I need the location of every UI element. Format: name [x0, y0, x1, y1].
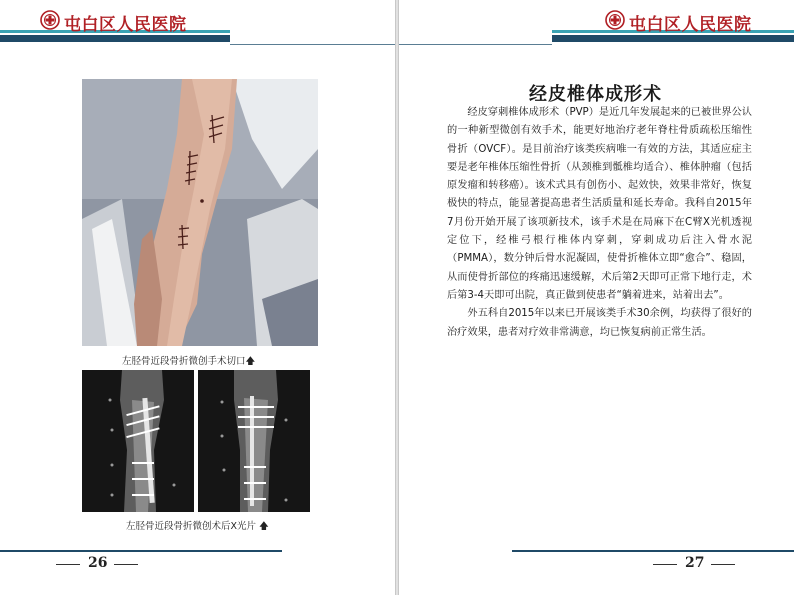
hospital-name: 屯白区人民医院 — [629, 15, 752, 35]
right-page — [397, 0, 794, 595]
book-spine — [395, 0, 399, 595]
footer-rule — [0, 550, 282, 552]
photo-caption-text: 左胫骨近段骨折微创手术切口 — [122, 356, 246, 367]
xray-caption — [126, 518, 269, 535]
arrow-up-icon: 🡅 — [245, 356, 256, 367]
header-rule — [397, 44, 552, 45]
header-band — [552, 35, 794, 42]
hospital-logo-icon — [605, 10, 625, 30]
xray-image-front — [82, 370, 194, 512]
surgical-incision-photo — [82, 79, 318, 346]
article-paragraph: 经皮穿刺椎体成形术（PVP）是近几年发展起来的已被世界公认的一种新型微创有效手术，能更好地治疗老年脊柱骨质疏松压缩性骨折（OVCF）。是目前治疗该类疾病唯一有效的方法，其适应症主要是老年椎体压缩性骨折（从颈椎到骶椎均适合）、椎体肿瘤（包括原发瘤和转移癌）。该术式具有创伤小、起效快，效果非常好，恢复极快的特点，能显著提高患者生活质量和延长寿命。我科自2015年7月份开始开展了该项新技术，该手术是在局麻下在C臂X光机透视定位下，经椎弓根行椎体内穿刺，穿刺成功后注入骨水泥（PMMA），数分钟后骨水泥凝固，使骨折椎体立即“愈合”、稳固，从而使骨折部位的疼痛迅速缓解，术后第2天即可正常下地行走，术后第3-4天即可出院，真正做到使患者“躺着进来，站着出去”。 — [447, 107, 752, 301]
arrow-up-icon: 🡅 — [259, 521, 269, 532]
article-title: 经皮椎体成形术 — [529, 84, 662, 105]
photo-caption — [122, 353, 255, 370]
header-band — [0, 35, 230, 42]
page-number-dash-right — [114, 564, 138, 565]
hospital-logo-icon — [40, 10, 60, 30]
header-rule — [230, 44, 397, 45]
article-body — [447, 104, 752, 342]
page-number: 27 — [685, 555, 705, 571]
hospital-name: 屯白区人民医院 — [64, 15, 187, 35]
page-number-dash-right — [711, 564, 735, 565]
article-paragraph: 外五科自2015年以来已开展该类手术30余例，均获得了很好的治疗效果，患者对疗效非常满意，均已恢复病前正常生活。 — [447, 308, 752, 338]
page-number-dash-left — [56, 564, 80, 565]
page-number-dash-left — [653, 564, 677, 565]
page-number: 26 — [88, 555, 108, 571]
xray-caption-text: 左胫骨近段骨折微创术后X光片 — [126, 521, 257, 532]
xray-image-side — [198, 370, 310, 512]
footer-rule — [512, 550, 794, 552]
